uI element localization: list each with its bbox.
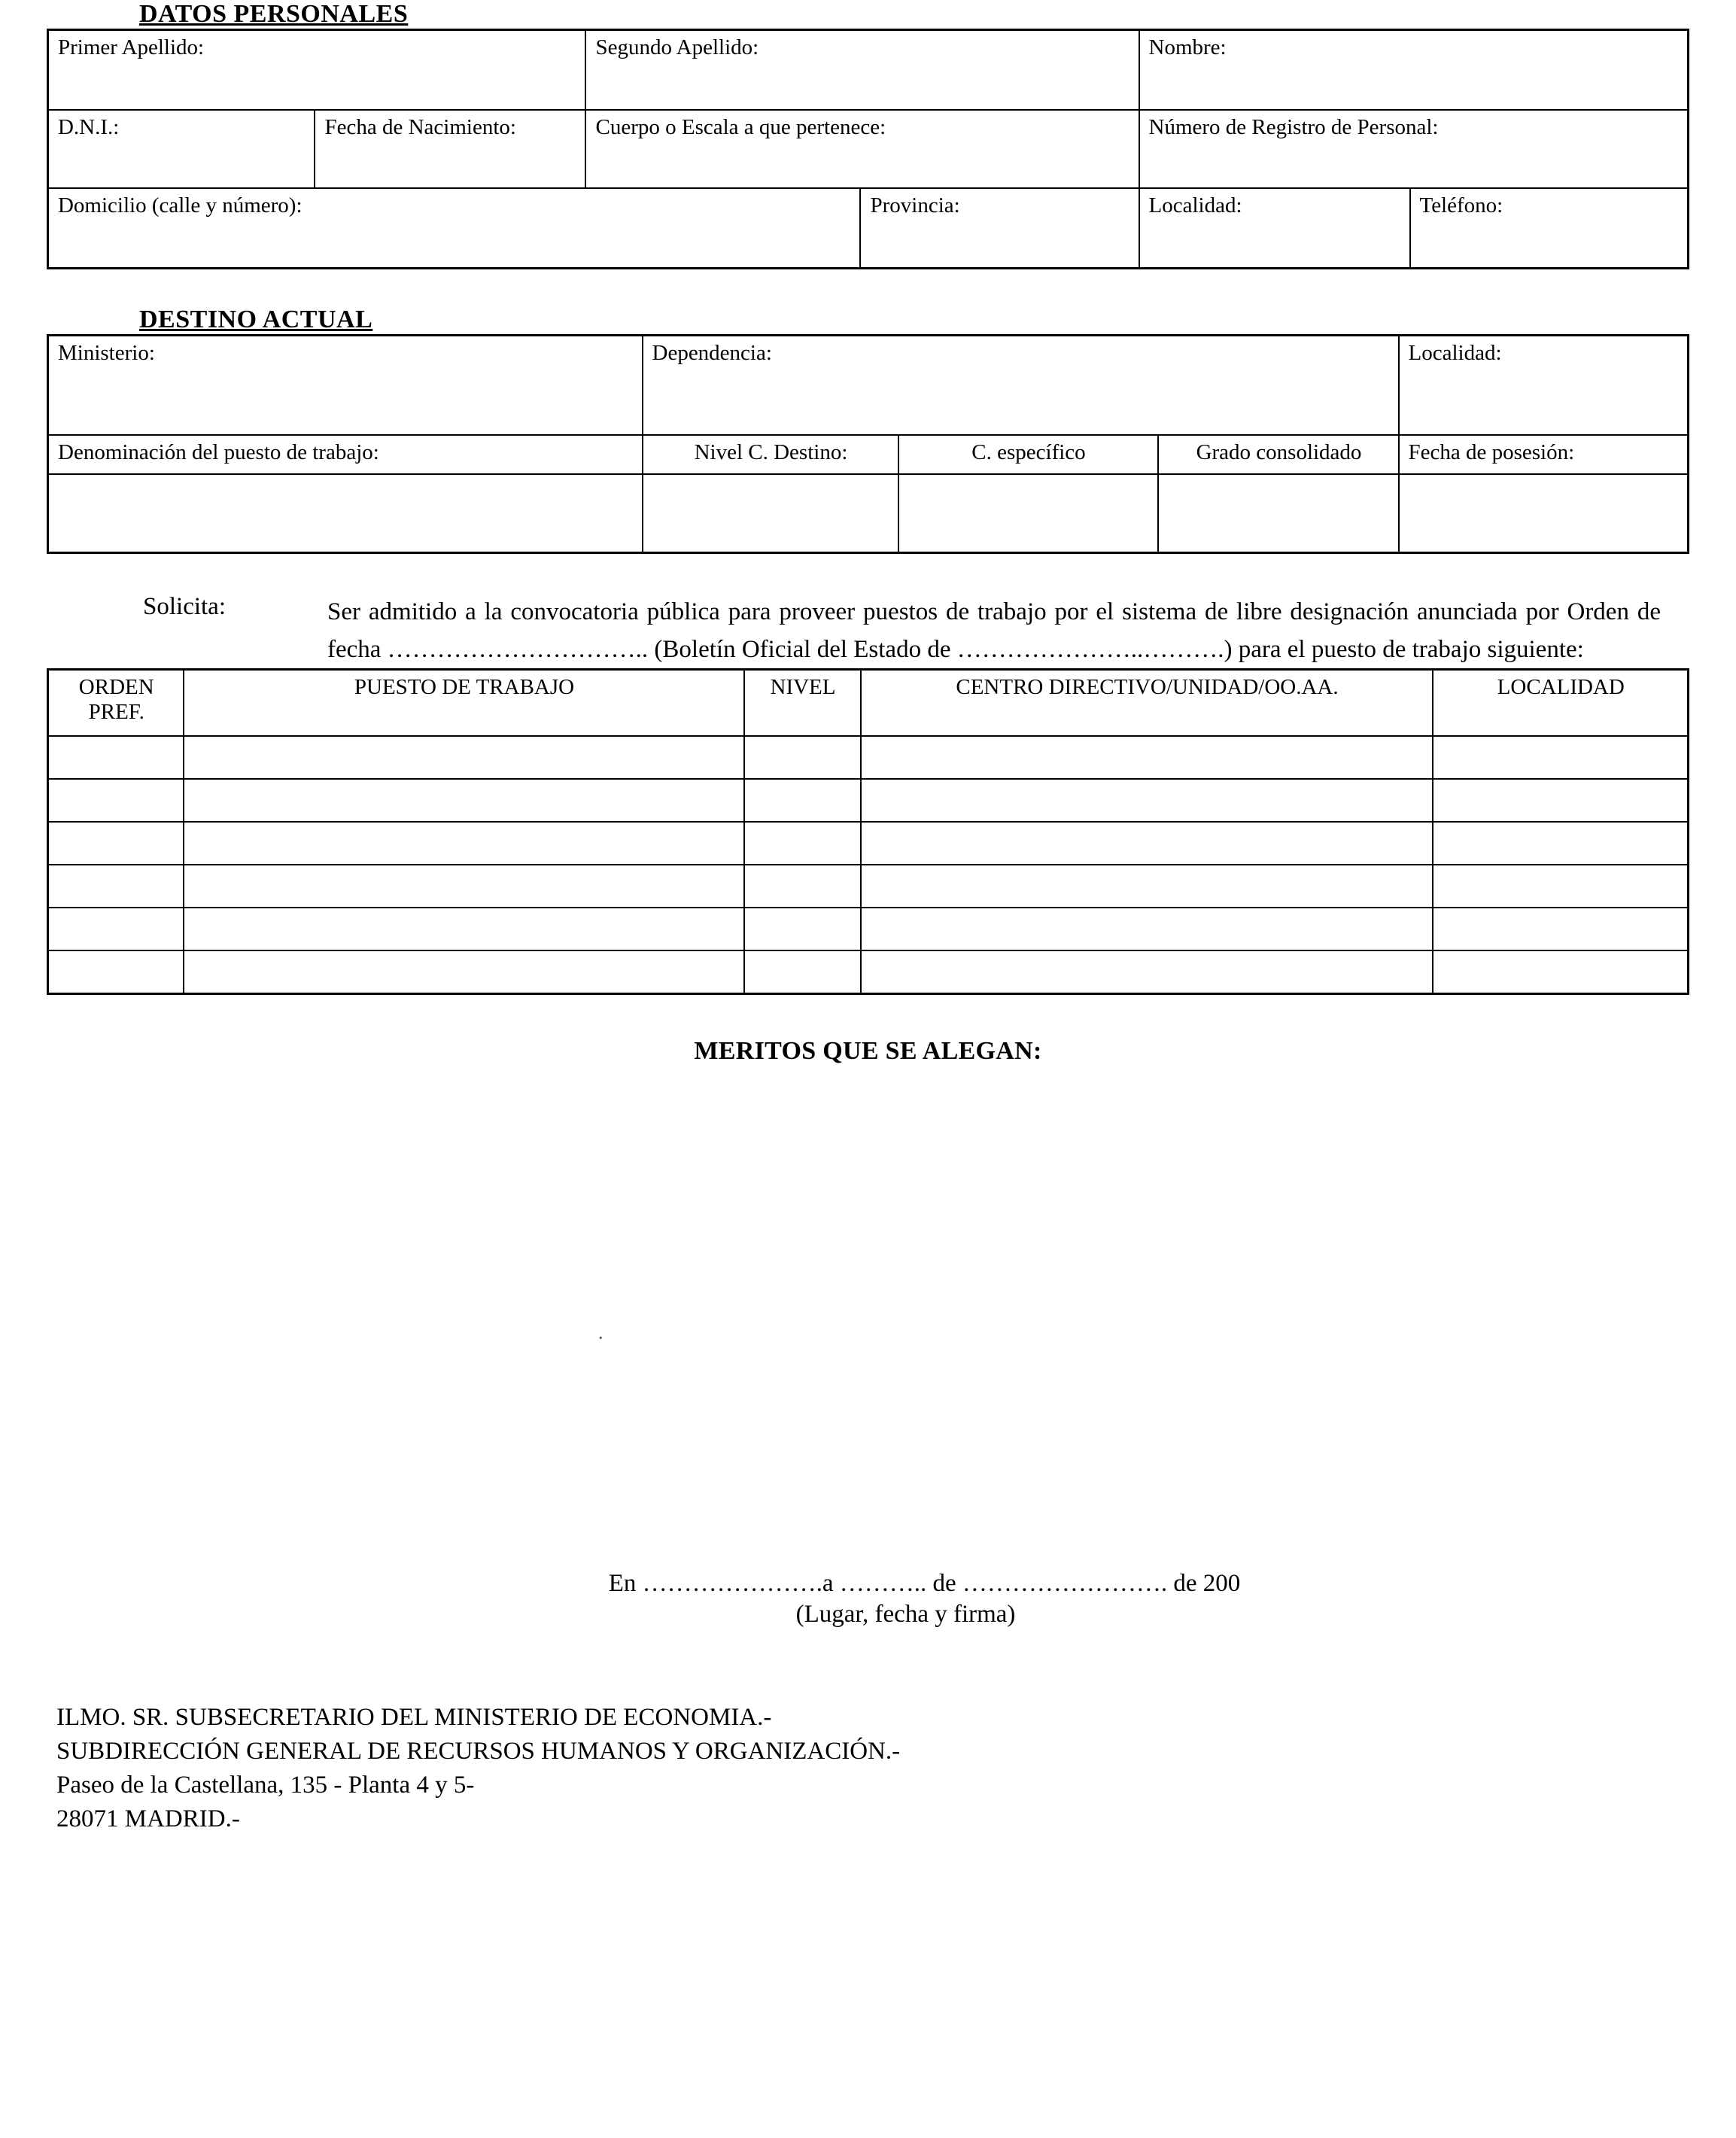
table-row <box>48 865 1689 908</box>
cell-localidad[interactable] <box>1433 908 1689 950</box>
field-nombre[interactable] <box>1139 30 1689 111</box>
lugar-fecha-line: En ………………….a ……….. de ……………………. de 200 <box>608 1570 1241 1598</box>
table-row <box>48 336 1689 436</box>
field-ministerio[interactable] <box>48 336 643 436</box>
cell-puesto[interactable] <box>184 736 744 779</box>
column-header-centro-directivo: CENTRO DIRECTIVO/UNIDAD/OO.AA. <box>861 670 1433 737</box>
cell-puesto[interactable] <box>184 779 744 822</box>
cell-localidad[interactable] <box>1433 822 1689 865</box>
field-provincia[interactable] <box>860 188 1139 269</box>
cell-orden[interactable] <box>48 736 184 779</box>
cell-centro[interactable] <box>861 865 1433 908</box>
field-label: Domicilio (calle y número): <box>57 193 303 217</box>
page-title-datos-personales: DATOS PERSONALES <box>139 0 409 28</box>
orden-pref-line1: ORDEN <box>78 675 154 700</box>
cell-nivel[interactable] <box>744 822 861 865</box>
field-label: Ministerio: <box>58 341 155 365</box>
stray-mark-icon: . <box>598 1321 603 1344</box>
table-row <box>47 30 1688 111</box>
field-label: Cuerpo o Escala a que pertenece: <box>595 115 886 139</box>
label-fecha-posesion <box>1399 435 1689 474</box>
column-header-orden-pref <box>48 670 184 737</box>
table-row <box>48 736 1689 779</box>
field-numero-registro-personal[interactable] <box>1139 110 1689 188</box>
input-denominacion-puesto[interactable] <box>48 474 643 553</box>
field-label: Grado consolidado <box>1196 440 1362 464</box>
label-c-especifico <box>898 435 1158 474</box>
field-label: Primer Apellido: <box>57 35 205 59</box>
field-label: Localidad: <box>1148 193 1242 217</box>
field-label: Provincia: <box>870 193 960 217</box>
field-label: Dependencia: <box>652 341 772 365</box>
cell-localidad[interactable] <box>1433 865 1689 908</box>
input-fecha-posesion[interactable] <box>1399 474 1689 553</box>
field-label: Teléfono: <box>1419 193 1503 217</box>
field-localidad[interactable] <box>1139 188 1410 269</box>
column-header-localidad: LOCALIDAD <box>1433 670 1689 737</box>
solicita-text: Ser admitido a la convocatoria pública para proveer puestos de trabajo por el sistema de libre designación anunciada por Orden de fecha ………………………….. (Boletín Oficial del Estado de …………………..……….) para el puesto de trabajo siguiente: <box>327 598 1661 664</box>
field-label: Número de Registro de Personal: <box>1148 115 1439 139</box>
page-title-destino-actual: DESTINO ACTUAL <box>139 306 373 333</box>
table-row <box>48 822 1689 865</box>
field-label: Localidad: <box>1408 341 1502 365</box>
field-label: Fecha de posesión: <box>1408 440 1575 464</box>
input-grado-consolidado[interactable] <box>1158 474 1399 553</box>
datos-personales-table <box>47 29 1689 269</box>
table-row <box>47 110 1688 188</box>
column-header-puesto-trabajo: PUESTO DE TRABAJO <box>184 670 744 737</box>
meritos-blank-area[interactable] <box>0 1066 1736 1562</box>
cell-localidad[interactable] <box>1433 950 1689 994</box>
cell-nivel[interactable] <box>744 779 861 822</box>
field-label: Denominación del puesto de trabajo: <box>58 440 379 464</box>
field-dni[interactable] <box>47 110 315 188</box>
cell-centro[interactable] <box>861 779 1433 822</box>
field-label: Segundo Apellido: <box>595 35 759 59</box>
label-nivel-c-destino <box>643 435 898 474</box>
field-dependencia[interactable] <box>643 336 1399 436</box>
table-row <box>48 908 1689 950</box>
table-row <box>48 779 1689 822</box>
footer-line-2: SUBDIRECCIÓN GENERAL DE RECURSOS HUMANOS Y ORGANIZACIÓN.- <box>56 1738 901 1765</box>
cell-orden[interactable] <box>48 908 184 950</box>
footer-line-3: Paseo de la Castellana, 135 - Planta 4 y 5- <box>56 1772 475 1799</box>
cell-nivel[interactable] <box>744 908 861 950</box>
column-header-nivel: NIVEL <box>744 670 861 737</box>
cell-orden[interactable] <box>48 822 184 865</box>
field-telefono[interactable] <box>1410 188 1689 269</box>
cell-centro[interactable] <box>861 736 1433 779</box>
cell-puesto[interactable] <box>184 865 744 908</box>
footer-line-1: ILMO. SR. SUBSECRETARIO DEL MINISTERIO DE ECONOMIA.- <box>56 1704 772 1732</box>
table-row <box>48 950 1689 994</box>
table-header-row <box>48 670 1689 737</box>
field-fecha-nacimiento[interactable] <box>315 110 585 188</box>
footer-line-4: 28071 MADRID.- <box>56 1805 240 1832</box>
table-row <box>48 474 1689 553</box>
cell-nivel[interactable] <box>744 865 861 908</box>
orden-pref-line2: PREF. <box>88 699 144 724</box>
input-nivel-c-destino[interactable] <box>643 474 898 553</box>
cell-localidad[interactable] <box>1433 736 1689 779</box>
field-destino-localidad[interactable] <box>1399 336 1689 436</box>
table-row <box>48 435 1689 474</box>
cell-puesto[interactable] <box>184 908 744 950</box>
datos-personales-heading-row <box>0 0 1736 29</box>
field-segundo-apellido[interactable] <box>585 30 1139 111</box>
field-label: C. específico <box>971 440 1086 464</box>
cell-orden[interactable] <box>48 865 184 908</box>
solicita-block <box>0 593 1736 668</box>
cell-centro[interactable] <box>861 822 1433 865</box>
cell-centro[interactable] <box>861 950 1433 994</box>
field-domicilio[interactable] <box>47 188 860 269</box>
destino-actual-table <box>47 334 1689 554</box>
table-row <box>47 188 1688 269</box>
field-label: Fecha de Nacimiento: <box>324 115 516 139</box>
destino-actual-heading-row <box>0 306 1736 334</box>
field-label: D.N.I.: <box>57 115 120 139</box>
cell-localidad[interactable] <box>1433 779 1689 822</box>
cell-orden[interactable] <box>48 779 184 822</box>
footer-address <box>0 1701 1736 1836</box>
field-label: Nivel C. Destino: <box>694 440 848 464</box>
cell-puesto[interactable] <box>184 950 744 994</box>
cell-orden[interactable] <box>48 950 184 994</box>
cell-nivel[interactable] <box>744 950 861 994</box>
field-cuerpo-escala[interactable] <box>585 110 1139 188</box>
meritos-heading: MERITOS QUE SE ALEGAN: <box>694 1037 1042 1066</box>
cell-nivel[interactable] <box>744 736 861 779</box>
input-c-especifico[interactable] <box>898 474 1158 553</box>
field-label: Nombre: <box>1148 35 1227 59</box>
puestos-solicitados-table <box>47 668 1689 995</box>
solicita-label: Solicita: <box>143 593 226 620</box>
label-grado-consolidado <box>1158 435 1399 474</box>
label-denominacion-puesto <box>48 435 643 474</box>
lugar-fecha-firma-caption: (Lugar, fecha y firma) <box>795 1601 1016 1629</box>
cell-puesto[interactable] <box>184 822 744 865</box>
field-primer-apellido[interactable] <box>47 30 585 111</box>
cell-centro[interactable] <box>861 908 1433 950</box>
